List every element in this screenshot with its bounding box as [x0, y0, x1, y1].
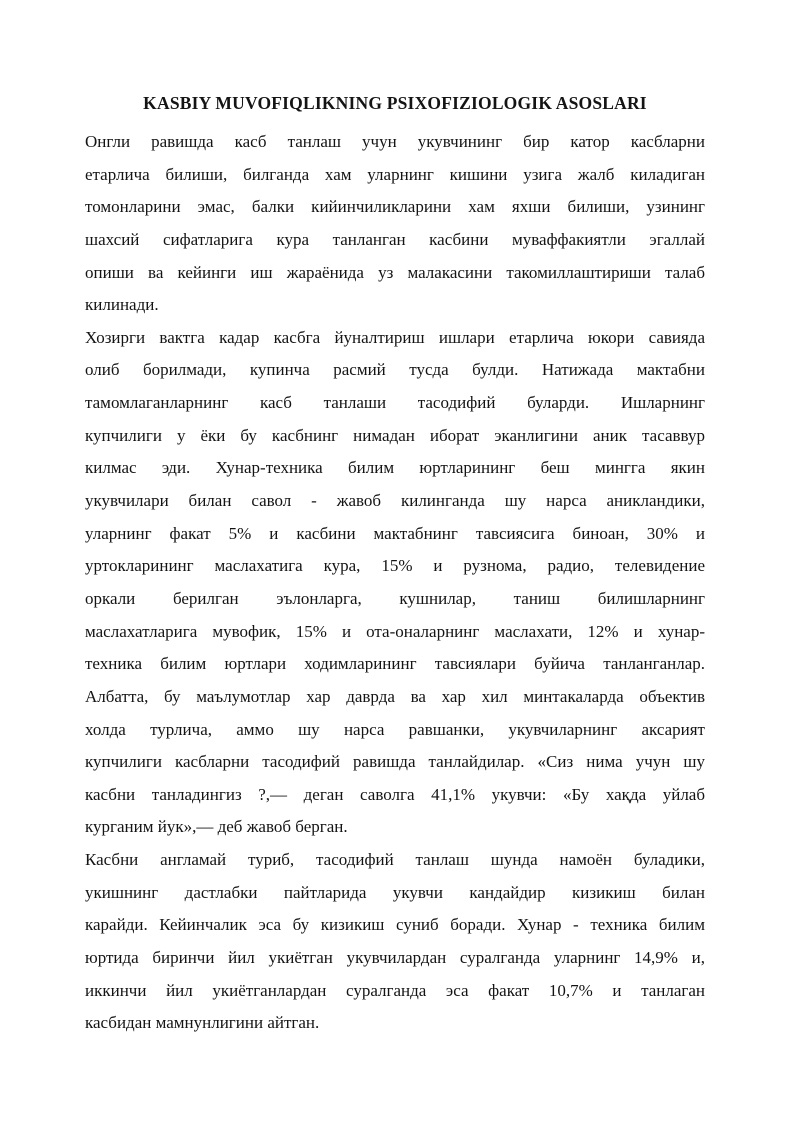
text-line: курганим йук»,— деб жавоб берган.: [85, 817, 348, 837]
text-line: Албатта, бу маълумотлар хар даврда ва хар хил минтакаларда объектив: [85, 686, 705, 706]
text-line: томонларини эмас, балки кийинчиликларини хам яхши билиши, узининг: [85, 197, 705, 217]
text-line: укувчилари билан савол - жавоб килинганда шу нарса аникландики,: [85, 491, 705, 511]
text-line: касбни танладингиз ?,— деган саволга 41,1% укувчи: «Бу хақда уйлаб: [85, 784, 705, 804]
text-line: холда турлича, аммо шу нарса равшанки, укувчиларнинг аксарият: [85, 719, 705, 739]
text-line: етарлича билиши, билганда хам уларнинг кишини узига жалб киладиган: [85, 164, 705, 184]
text-line: иккинчи йил укиётганлардан суралганда эса факат 10,7% и танлаган: [85, 980, 705, 1000]
text-line: шахсий сифатларига кура танланган касбини муваффакиятли эгаллай: [85, 229, 705, 249]
text-line: уртокларининг маслахатига кура, 15% и рузнома, радио, телевидение: [85, 556, 705, 576]
text-line: килмас эди. Хунар-техника билим юртларининг беш мингга якин: [85, 458, 705, 478]
paragraph: [85, 844, 705, 1040]
text-line: олиб борилмади, купинча расмий тусда булди. Натижада мактабни: [85, 360, 705, 380]
text-line: касбидан мамнунлигини айтган.: [85, 1013, 320, 1033]
text-line: купчилиги у ёки бу касбнинг нимадан иборат эканлигини аник тасаввур: [85, 425, 705, 445]
text-line: тамомлаганларнинг касб танлаши тасодифий буларди. Ишларнинг: [85, 393, 705, 413]
text-line: Онгли равишда касб танлаш учун укувчининг бир катор касбларни: [85, 132, 705, 151]
text-line: опиши ва кейинги иш жараёнида уз малакасини такомиллаштириши талаб: [85, 262, 705, 282]
paragraph: [85, 126, 705, 322]
document-content: [85, 90, 705, 1040]
text-line: купчилиги касбларни тасодифий равишда танлайдилар. «Сиз нима учун шу: [85, 752, 705, 772]
text-line: оркали берилган эълонларга, кушнилар, таниш билишларнинг: [85, 588, 705, 608]
text-line: Хозирги вактга кадар касбга йуналтириш ишлари етарлича юкори савияда: [85, 327, 705, 347]
text-line: карайди. Кейинчалик эса бу кизикиш суниб боради. Хунар - техника билим: [85, 915, 705, 935]
text-line: укишнинг дастлабки пайтларида укувчи кандайдир кизикиш билан: [85, 882, 705, 902]
text-line: маслахатларига мувофик, 15% и ота-оналарнинг маслахати, 12% и хунар-: [85, 621, 705, 641]
text-line: уларнинг факат 5% и касбини мактабнинг тавсиясига биноан, 30% и: [85, 523, 705, 543]
paragraph: [85, 322, 705, 844]
document-body: [85, 126, 705, 1040]
text-line: техника билим юртлари ходимларининг тавсиялари буйича танланганлар.: [85, 654, 705, 674]
document-title: KASBIY MUVOFIQLIKNING PSIXOFIZIOLOGIK ASOSLARI: [143, 93, 647, 113]
text-line: юртида биринчи йил укиётган укувчилардан суралганда уларнинг 14,9% и,: [85, 948, 705, 968]
text-line: килинади.: [85, 295, 159, 315]
text-line: Касбни англамай туриб, тасодифий танлаш шунда намоён буладики,: [85, 850, 705, 870]
